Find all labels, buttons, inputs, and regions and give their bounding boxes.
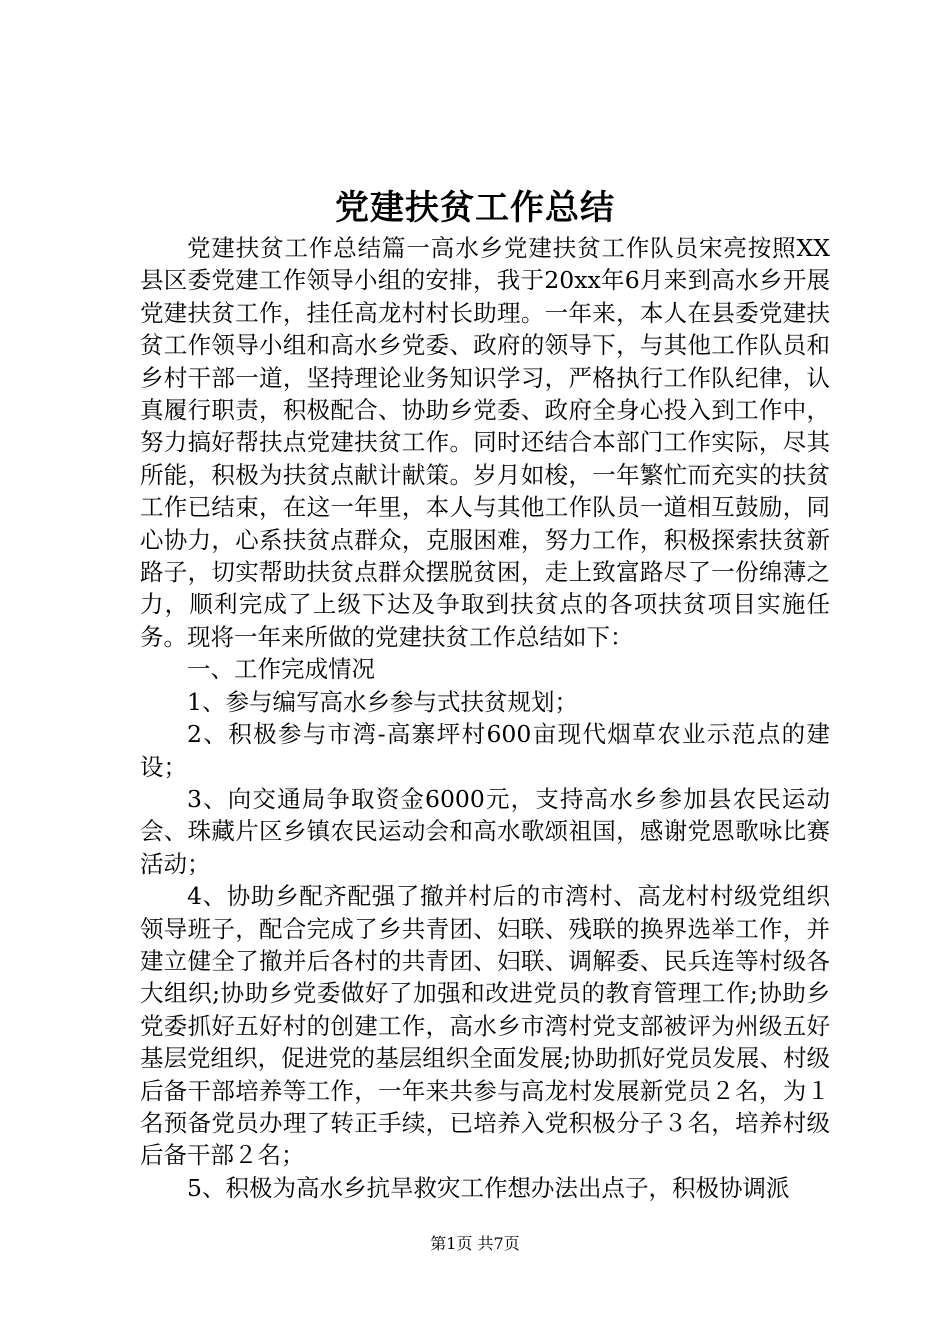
list-item-4: 4、协助乡配齐配强了撤并村后的市湾村、高龙村村级党组织领导班子，配合完成了乡共青团、妇联、残联的换界选举工作，并建立健全了撤并后各村的共青团、妇联、调解委、民兵连等村级各大组织;协助乡党委做好了加强和改进党员的教育管理工作;协助乡党委抓好五好村的创建工作，高水乡市湾村党支部被评为州级五好基层党组织，促进党的基层组织全面发展;协助抓好党员发展、村级后备干部培养等工作，一年来共参与高龙村发展新党员２名，为１名预备党员办理了转正手续，已培养入党积极分子３名，培养村级后备干部２名； (140, 882, 830, 1170)
document-title: 党建扶贫工作总结 (335, 188, 615, 228)
section-heading-work-status: 一、工作完成情况 (187, 655, 375, 684)
page-footer: 第1页 共7页 (430, 1234, 520, 1253)
list-item-2: 2、积极参与市湾-高寨坪村600亩现代烟草农业示范点的建设； (140, 720, 830, 781)
list-item-5: 5、积极为高水乡抗旱救灾工作想办法出点子，积极协调派 (187, 1173, 790, 1202)
document-body (140, 232, 830, 1204)
list-item-1: 1、参与编写高水乡参与式扶贫规划； (187, 687, 578, 716)
paragraph-intro: 党建扶贫工作总结篇一高水乡党建扶贫工作队员宋亮按照XX县区委党建工作领导小组的安排，我于20xx年6月来到高水乡开展党建扶贫工作，挂任高龙村村长助理。一年来，本人在县委党建扶贫工作领导小组和高水乡党委、政府的领导下，与其他工作队员和乡村干部一道，坚持理论业务知识学习，严格执行工作队纪律，认真履行职责，积极配合、协助乡党委、政府全身心投入到工作中，努力搞好帮扶点党建扶贫工作。同时还结合本部门工作实际，尽其所能，积极为扶贫点献计献策。岁月如梭，一年繁忙而充实的扶贫工作已结束，在这一年里，本人与其他工作队员一道相互鼓励，同心协力，心系扶贫点群众，克服困难，努力工作，积极探索扶贫新路子，切实帮助扶贫点群众摆脱贫困，走上致富路尽了一份绵薄之力，顺利完成了上级下达及争取到扶贫点的各项扶贫项目实施任务。现将一年来所做的党建扶贫工作总结如下： (140, 234, 830, 651)
list-item-3: 3、向交通局争取资金6000元，支持高水乡参加县农民运动会、珠藏片区乡镇农民运动会和高水歌颂祖国，感谢党恩歌咏比赛活动； (140, 784, 830, 878)
